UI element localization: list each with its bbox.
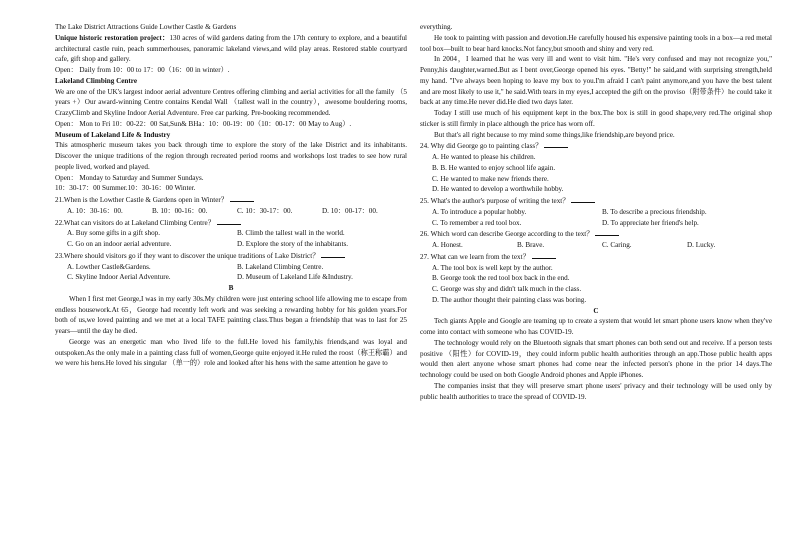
option-c: C. To remember a red tool box. [432,218,522,227]
museum-text: This atmospheric museum takes you back through time to explore the story of the lake District and its inhabitants. Discover the unique traditions of the region through recreated period rooms and workshops lost trades to see how rural people lived, worked and played. [55,141,407,171]
option-d: D. 10：00-17：00. [322,206,378,215]
tech-paragraph-1: Tech giants Apple and Google are teaming up to create a system that would let smart phone users know when they've come into contact with someone who has COVID-19. [420,317,772,336]
question-23 [55,250,407,262]
story-paragraph-3: He took to painting with passion and devotion.He carefully housed his expensive painting tools in a box—a red metal tool box—built to bear hard knocks.Not fancy,but smooth and shiny and very red. [420,33,772,53]
option-d: D. Explore the story of the inhabitants. [237,240,349,248]
question-25-options [420,207,772,229]
option-a: A. To introduce a popular hobby. [432,207,527,216]
question-27-options [420,263,772,306]
option-c: C. 10：30-17：00. [237,206,293,215]
answer-blank [230,194,254,202]
option-c: C. Skyline Indoor Aerial Adventure. [67,273,171,282]
climbing-open: Open： Mon to Fri 10：00-22：00 Sat,Sun& BHa：10：00-19：00（10：00-17：00 May to Aug）. [55,119,352,128]
story-paragraph-1: When I first met George,I was in my early 30s.My children were just entering school life allowing me to escape from endless housework.At 65，George had recently left work and was seeking a rewarding hobby for his golden years.For both of us,we loved painting and we met at a local TAFE painting class.Thus began a friendship that was to last for 25 years—until the day he died. [55,294,407,335]
option-c: C. He wanted to make new friends there. [432,174,549,183]
question-22-stem: 22.What can visitors do at Lakeland Climbing Centre？ [55,218,215,227]
question-22-options [55,228,407,250]
question-25-stem: 25. What's the author's purpose of writing the text？ [420,197,570,205]
question-25 [420,195,772,207]
option-b: B. Brave. [517,241,545,249]
restoration-text: 130 acres of wild gardens dating from the 17th century to explore, and a beautiful architectural castle ruin, peach summerhouses, panoramic lakeland views,and wild play areas. Restored stable courtyard cafe, gift shop and gallery. [55,33,407,64]
question-21-options [55,206,407,217]
option-d: D. He wanted to develop a worthwhile hobby. [432,185,564,194]
question-23-stem: 23.Where should visitors go if they want to discover the unique traditions of Lake District？ [55,251,320,260]
left-column [55,22,407,369]
guide-heading: The Lake District Attractions Guide Lowther Castle & Gardens [55,23,237,31]
restoration-paragraph [55,33,407,65]
story-paragraph-5: Today I still use much of his equipment kept in the box.The box is still in good shape,very red.The original shop sticker is still firmly in place although the price has worn off. [420,109,772,128]
option-a: A. Buy some gifts in a gift shop. [67,229,161,238]
answer-blank [532,251,556,259]
option-a: A. Honest. [432,241,463,249]
question-21-stem: 21.When is the Lowther Castle & Gardens open in Winter？ [55,196,228,204]
option-b: B. Lakeland Climbing Centre. [237,262,324,271]
answer-blank [595,228,619,236]
option-b: B. To describe a precious friendship. [602,207,707,216]
tech-paragraph-2: The technology would rely on the Bluetooth signals that smart phones can both send out and receive. If a person tests positive （阳性）for COVID-19，they could inform public health authorities through an app.Those public health apps would then alert anyone whose smart phones had come near the infected person's phone in the prior 14 days.The technology could be used on both Google Android phones and Apple iPhones. [420,338,772,379]
restoration-open: Open： Daily from 10：00 to 17：00（16：00 in winter）. [55,66,230,74]
option-c: C. George was shy and didn't talk much in the class. [432,285,582,293]
question-27-stem: 27. What can we learn from the text？ [420,252,530,261]
option-d: D. The author thought their painting class was boring. [432,295,587,304]
option-a: A. Lowther Castle&Gardens. [67,262,151,271]
question-26 [420,228,772,240]
question-22 [55,217,407,229]
question-21 [55,194,407,206]
answer-blank [321,250,345,258]
story-paragraph-4: In 2004，I learned that he was very ill and went to visit him. "He's very confused and may not recognize you," Penny,his daughter,warned.But as I bent over,George opened his eyes. "Betty!" he said,and with surprising strength,held my hand. "I've always been hoping to leave my box to you.I'm afraid I can't paint anymore,and you have the best talent and are most likely to use it," he said.With tears in my eyes,I accepted the gift on the proviso（附带条件）he could take it back at any time.He never did.He died two days later. [420,55,772,107]
answer-blank [571,195,595,203]
restoration-title: Unique historic restoration project： [55,33,170,42]
option-c: C. Caring. [602,241,632,249]
tech-paragraph-3: The companies insist that they will preserve smart phone users' privacy and their technology will be used only by public health authorities to trace the spread of COVID-19. [420,381,772,401]
section-b-label: B [228,284,234,292]
museum-title: Museum of Lakeland Life & Industry [55,130,171,139]
option-d: D. Museum of Lakeland Life &Industry. [237,273,353,282]
option-b: B. 10：00-16：00. [152,206,208,215]
question-24 [420,140,772,152]
option-d: D. To appreciate her friend's help. [602,218,699,227]
option-b: B. George took the red tool box back in the end. [432,274,570,283]
section-c-label: C [593,306,599,315]
answer-blank [544,140,568,148]
option-a: A. He wanted to please his children. [432,153,536,161]
museum-hours: 10：30-17：00 Summer.10：30-16：00 Winter. [55,184,196,193]
museum-open: Open： Monday to Saturday and Summer Sundays. [55,173,204,182]
climbing-title: Lakeland Climbing Centre [55,76,137,85]
right-column [420,22,772,402]
question-27 [420,251,772,263]
answer-blank [217,217,241,225]
story-paragraph-6: But that's all right because to my mind some things,like friendship,are beyond price. [434,130,675,139]
option-b: B. B. He wanted to enjoy school life again. [432,163,556,172]
option-b: B. Climb the tallest wall in the world. [237,229,345,238]
question-26-options [420,240,772,251]
climbing-text: We are one of the UK's largest indoor aerial adventure Centres offering climbing and aerial activities for all the family （5 years +）Our award-winning Centre contains Kendal Wall （tallest wall in the country），awesome bouldering rooms, CrazyClimb and Skyline Indoor Aerial Adventure. Free car parking. Pre-booking recommended. [55,87,407,117]
question-23-options [55,262,407,284]
option-a: A. The tool box is well kept by the author. [432,263,553,272]
question-26-stem: 26. Which word can describe George according to the text？ [420,230,594,239]
story-continuation: everything. [420,23,453,31]
option-c: C. Go on an indoor aerial adventure. [67,240,172,248]
question-24-stem: 24. Why did George go to painting class？ [420,142,543,151]
question-24-options [420,152,772,195]
story-paragraph-2: George was an energetic man who lived life to the full.He loved his family,his friends,and was loyal and outspoken.As the only male in a painting class full of women,George quite enjoyed it.He ruled the roost（称王称霸）and we were his hens.He loved his singular （单一的）role and looked after his hens with the same attention he gave to [55,337,407,368]
option-a: A. 10：30-16：00. [67,206,123,215]
option-d: D. Lucky. [687,241,716,249]
